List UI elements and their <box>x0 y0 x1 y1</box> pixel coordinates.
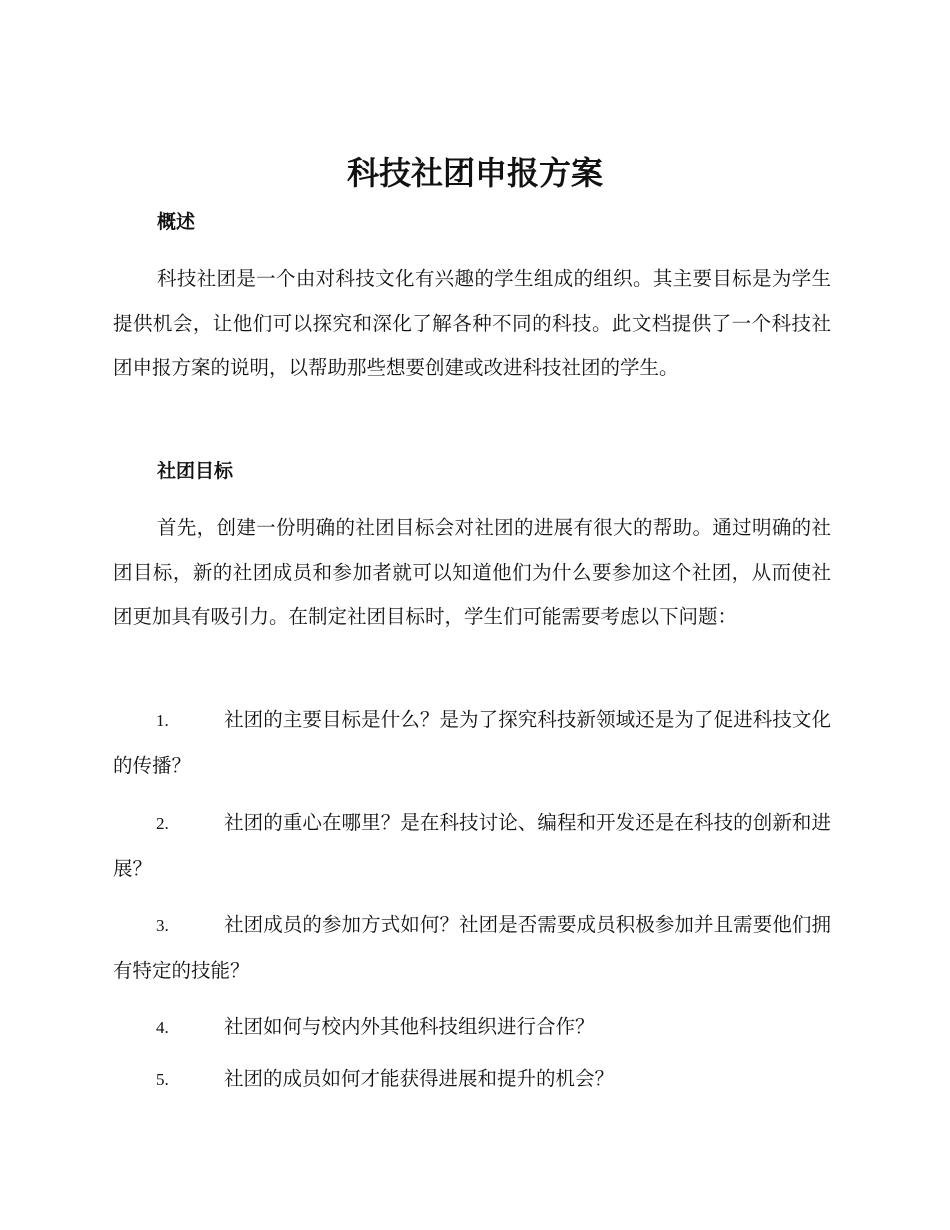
list-item-text: 社团的主要目标是什么？是为了探究科技新领域还是为了促进科技文化的传播？ <box>113 708 831 777</box>
list-item-text: 社团成员的参加方式如何？社团是否需要成员积极参加并且需要他们拥有特定的技能？ <box>113 913 831 982</box>
section-heading-goals: 社团目标 <box>157 460 234 482</box>
list-item-number: 4. <box>156 1018 169 1037</box>
list-item <box>113 801 831 891</box>
list-item-number: 1. <box>156 711 169 730</box>
section-heading-overview: 概述 <box>157 211 196 233</box>
list-item-number: 2. <box>156 814 169 833</box>
list-item-text: 社团的重心在哪里？是在科技讨论、编程和开发还是在科技的创新和进展？ <box>113 811 831 880</box>
list-item-text: 社团如何与校内外其他科技组织进行合作？ <box>224 1015 595 1038</box>
list-item-number: 3. <box>156 916 169 935</box>
list-item <box>113 1005 831 1051</box>
list-item <box>113 698 831 788</box>
document-title: 科技社团申报方案 <box>346 154 603 192</box>
list-item <box>113 903 831 993</box>
list-item-text: 社团的成员如何才能获得进展和提升的机会？ <box>224 1067 615 1090</box>
goals-paragraph: 首先，创建一份明确的社团目标会对社团的进展有很大的帮助。通过明确的社团目标，新的社团成员和参加者就可以知道他们为什么要参加这个社团，从而使社团更加具有吸引力。在制定社团目标时，学生们可能需要考虑以下问题： <box>113 516 831 628</box>
list-item <box>113 1057 831 1103</box>
list-item-number: 5. <box>156 1070 169 1089</box>
overview-paragraph: 科技社团是一个由对科技文化有兴趣的学生组成的组织。其主要目标是为学生提供机会，让他们可以探究和深化了解各种不同的科技。此文档提供了一个科技社团申报方案的说明，以帮助那些想要创建或改进科技社团的学生。 <box>113 267 831 379</box>
